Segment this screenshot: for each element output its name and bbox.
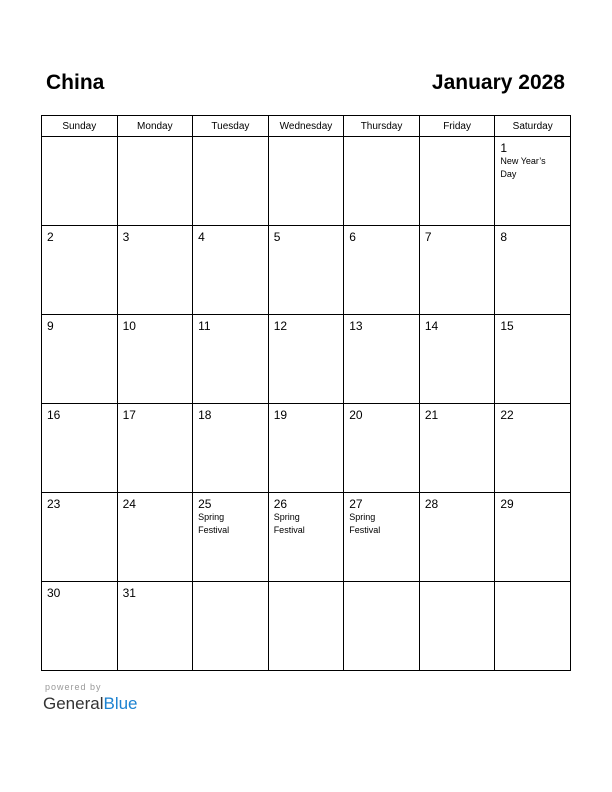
- country-title: China: [46, 71, 105, 94]
- holiday-label: Spring Festival: [349, 512, 381, 535]
- day-number: 22: [500, 408, 514, 422]
- day-number: 21: [424, 408, 439, 422]
- day-number: 19: [273, 408, 288, 422]
- day-number: 6: [349, 230, 356, 244]
- day-cell: [42, 315, 118, 404]
- generalblue-logo[interactable]: [43, 694, 138, 714]
- week-row: [42, 404, 571, 493]
- holiday-label: Spring Festival: [198, 512, 230, 535]
- day-cell: [495, 493, 571, 582]
- day-number: 13: [349, 319, 363, 333]
- day-number: 9: [47, 319, 54, 333]
- day-number: 16: [47, 408, 61, 422]
- day-cell: [117, 404, 193, 493]
- week-row: [42, 493, 571, 582]
- week-row: [42, 137, 571, 226]
- holiday-label: Spring Festival: [273, 512, 305, 535]
- day-number: 30: [47, 586, 61, 600]
- day-number: 20: [349, 408, 363, 422]
- weekday-wednesday: Wednesday: [268, 116, 344, 137]
- day-cell: [495, 315, 571, 404]
- day-cell: [193, 493, 269, 582]
- weekday-saturday: Saturday: [495, 116, 571, 137]
- empty-day-cell: [495, 582, 571, 671]
- month-title: January 2028: [431, 71, 565, 94]
- day-cell: [344, 315, 420, 404]
- day-cell: [344, 226, 420, 315]
- empty-day-cell: [193, 137, 269, 226]
- weekday-monday: Monday: [117, 116, 193, 137]
- weekday-header-row: [42, 116, 571, 137]
- day-cell: [193, 315, 269, 404]
- weekday-sunday: Sunday: [42, 116, 118, 137]
- empty-day-cell: [117, 137, 193, 226]
- day-number: 12: [273, 319, 288, 333]
- day-cell: [495, 137, 571, 226]
- brand-blue-text: Blue: [103, 694, 138, 713]
- day-cell: [117, 582, 193, 671]
- empty-day-cell: [344, 582, 420, 671]
- day-cell: [268, 226, 344, 315]
- day-cell: [344, 493, 420, 582]
- day-cell: [42, 404, 118, 493]
- day-number: 7: [424, 230, 432, 244]
- calendar-body: [42, 137, 571, 671]
- day-number: 26: [273, 497, 288, 511]
- day-cell: [419, 493, 495, 582]
- day-number: 4: [198, 230, 205, 244]
- brand-general-text: General: [43, 694, 104, 713]
- day-number: 1: [500, 141, 508, 155]
- week-row: [42, 226, 571, 315]
- day-cell: [495, 404, 571, 493]
- weekday-thursday: Thursday: [344, 116, 420, 137]
- day-cell: [193, 404, 269, 493]
- empty-day-cell: [419, 582, 495, 671]
- day-number: 23: [47, 497, 61, 511]
- calendar-grid: [41, 115, 571, 671]
- day-number: 24: [122, 497, 136, 511]
- day-cell: [419, 226, 495, 315]
- day-cell: [42, 582, 118, 671]
- day-cell: [419, 315, 495, 404]
- empty-day-cell: [193, 582, 269, 671]
- day-number: 14: [424, 319, 439, 333]
- day-number: 2: [47, 230, 54, 244]
- day-number: 25: [198, 497, 212, 511]
- holiday-label: New Year’s Day: [500, 156, 546, 179]
- day-number: 18: [198, 408, 212, 422]
- day-cell: [117, 226, 193, 315]
- day-cell: [268, 315, 344, 404]
- day-number: 11: [198, 319, 211, 333]
- day-number: 31: [122, 586, 136, 600]
- empty-day-cell: [42, 137, 118, 226]
- day-cell: [495, 226, 571, 315]
- day-number: 29: [500, 497, 514, 511]
- powered-by-text: powered by: [45, 682, 102, 692]
- day-number: 15: [500, 319, 514, 333]
- day-cell: [117, 493, 193, 582]
- day-cell: [42, 493, 118, 582]
- day-cell: [117, 315, 193, 404]
- day-cell: [193, 226, 269, 315]
- day-cell: [268, 493, 344, 582]
- week-row: [42, 582, 571, 671]
- footer-branding: [43, 681, 138, 714]
- empty-day-cell: [268, 137, 344, 226]
- day-number: 17: [122, 408, 136, 422]
- day-number: 3: [122, 230, 130, 244]
- day-cell: [268, 404, 344, 493]
- day-cell: [344, 404, 420, 493]
- weekday-friday: Friday: [419, 116, 495, 137]
- day-number: 10: [122, 319, 136, 333]
- day-number: 5: [273, 230, 281, 244]
- day-cell: [419, 404, 495, 493]
- day-number: 8: [500, 230, 508, 244]
- week-row: [42, 315, 571, 404]
- empty-day-cell: [268, 582, 344, 671]
- empty-day-cell: [419, 137, 495, 226]
- day-number: 27: [349, 497, 363, 511]
- day-cell: [42, 226, 118, 315]
- weekday-tuesday: Tuesday: [193, 116, 269, 137]
- day-number: 28: [424, 497, 439, 511]
- empty-day-cell: [344, 137, 420, 226]
